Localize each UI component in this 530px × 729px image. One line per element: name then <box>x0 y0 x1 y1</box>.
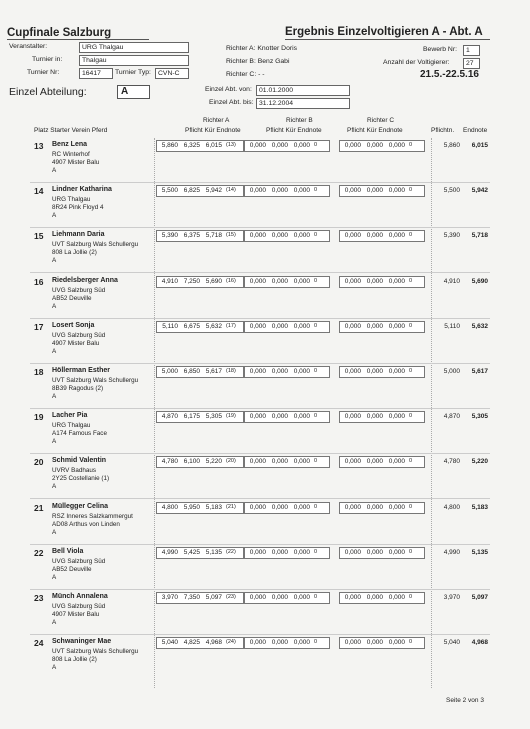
table-row <box>0 184 530 228</box>
pflichtnote: 5,390 <box>443 232 460 239</box>
kuer-b: 0,000 <box>271 278 288 285</box>
verein: UVT Salzburg Wals Schullergu <box>52 648 139 655</box>
starter-name: Münch Annalena <box>52 593 108 600</box>
pferd: AB52 Deuville <box>52 295 92 302</box>
platz: 17 <box>34 322 44 332</box>
endnote-final: 5,942 <box>471 187 488 194</box>
endnote-c: 0,000 <box>388 413 405 420</box>
kuer-b: 0,000 <box>271 232 288 239</box>
kuer-b: 0,000 <box>271 323 288 330</box>
rank-a: (21) <box>226 504 236 510</box>
table-row <box>0 636 530 680</box>
kuer-c: 0,000 <box>366 413 383 420</box>
pflichtnote: 5,040 <box>443 639 460 646</box>
kuer-c: 0,000 <box>366 458 383 465</box>
rank-c: 0 <box>409 594 413 600</box>
pferd: 4907 Mister Balu <box>52 340 100 347</box>
pflicht-c: 0,000 <box>344 232 361 239</box>
kuer-a: 6,175 <box>183 413 200 420</box>
platz: 24 <box>34 638 44 648</box>
pferd: 808 La Jollie (2) <box>52 249 97 256</box>
pflicht-c: 0,000 <box>344 142 361 149</box>
title-underline-right <box>285 39 490 40</box>
kuer-b: 0,000 <box>271 594 288 601</box>
verein: RSZ Inneres Salzkammergut <box>52 513 133 520</box>
pferd: AB52 Deuville <box>52 566 92 573</box>
abteilung: A <box>52 574 57 581</box>
col-left-headers: Platz Starter Verein Pferd <box>34 127 108 134</box>
pflicht-a: 5,110 <box>162 323 178 330</box>
platz: 16 <box>34 277 44 287</box>
row-divider <box>30 272 490 273</box>
endnote-a: 5,183 <box>205 504 222 511</box>
kuer-b: 0,000 <box>271 504 288 511</box>
platz: 23 <box>34 593 44 603</box>
pflicht-a: 4,780 <box>161 458 178 465</box>
pflichtnote: 5,500 <box>443 187 460 194</box>
richter-b-info: Richter B: Benz Gabi <box>226 58 290 65</box>
kuer-a: 4,825 <box>183 639 200 646</box>
endnote-c: 0,000 <box>388 278 405 285</box>
richter-a-info: Richter A: Knotter Doris <box>226 45 298 52</box>
abteilung: A <box>52 212 57 219</box>
title-underline-left <box>7 39 149 40</box>
table-row <box>0 455 530 499</box>
pflicht-b: 0,000 <box>249 594 266 601</box>
rank-a: (22) <box>226 549 236 555</box>
pflichtnote: 5,110 <box>444 323 460 330</box>
pflicht-c: 0,000 <box>344 278 361 285</box>
pflicht-c: 0,000 <box>344 458 361 465</box>
verein: UVG Salzburg Süd <box>52 558 106 565</box>
turnier-nr-field: 16417 <box>79 68 113 79</box>
pflicht-b: 0,000 <box>249 413 266 420</box>
kuer-c: 0,000 <box>366 187 383 194</box>
kuer-c: 0,000 <box>366 142 383 149</box>
abteilung: A <box>52 167 57 174</box>
pferd: AD08 Arthus von Linden <box>52 521 120 528</box>
pflicht-c: 0,000 <box>344 187 361 194</box>
row-divider <box>30 544 490 545</box>
endnote-b: 0,000 <box>293 413 310 420</box>
col-pke-b: Pflicht Kür Endnote <box>266 127 322 134</box>
pflicht-c: 0,000 <box>344 323 361 330</box>
verein: UVG Salzburg Süd <box>52 287 106 294</box>
endnote-a: 5,718 <box>205 232 222 239</box>
abteilung: A <box>52 664 57 671</box>
richter-c-info: Richter C: - - <box>226 71 265 78</box>
kuer-c: 0,000 <box>366 323 383 330</box>
bewerb-field: 1 <box>463 45 480 56</box>
pferd: 808 La Jollie (2) <box>52 656 97 663</box>
endnote-b: 0,000 <box>293 323 310 330</box>
endnote-final: 5,135 <box>471 549 488 556</box>
endnote-b: 0,000 <box>293 594 310 601</box>
endnote-c: 0,000 <box>388 639 405 646</box>
platz: 13 <box>34 141 44 151</box>
kuer-b: 0,000 <box>271 368 288 375</box>
anzahl-field: 27 <box>463 58 480 69</box>
verein: UVT Salzburg Wals Schullergu <box>52 241 139 248</box>
turnier-in-label: Turnier in: <box>32 56 63 63</box>
endnote-b: 0,000 <box>293 458 310 465</box>
pflicht-a: 5,390 <box>161 232 178 239</box>
row-divider <box>30 453 490 454</box>
pferd: 8R24 Pink Floyd 4 <box>52 204 104 211</box>
rank-b: 0 <box>314 458 318 464</box>
platz: 20 <box>34 457 44 467</box>
pflichtnote: 4,910 <box>443 278 460 285</box>
row-divider <box>30 408 490 409</box>
table-row <box>0 229 530 273</box>
platz: 22 <box>34 548 44 558</box>
rank-c: 0 <box>409 187 413 193</box>
kuer-c: 0,000 <box>366 504 383 511</box>
pflicht-b: 0,000 <box>249 142 266 149</box>
abt-bis-field: 31.12.2004 <box>256 98 350 109</box>
abteilung: A <box>52 619 57 626</box>
endnote-final: 5,097 <box>471 594 488 601</box>
rank-a: (18) <box>226 368 236 374</box>
pflicht-a: 5,000 <box>161 368 178 375</box>
abteilung: A <box>52 529 57 536</box>
kuer-a: 7,350 <box>183 594 200 601</box>
endnote-final: 5,718 <box>471 232 488 239</box>
pflicht-a: 4,910 <box>161 278 178 285</box>
rank-b: 0 <box>314 142 318 148</box>
endnote-a: 4,968 <box>205 639 222 646</box>
endnote-final: 6,015 <box>471 142 488 149</box>
pflicht-a: 5,500 <box>161 187 178 194</box>
page-number: Seite 2 von 3 <box>446 697 484 704</box>
result-title: Ergebnis Einzelvoltigieren A - Abt. A <box>285 26 483 38</box>
endnote-final: 5,690 <box>471 278 488 285</box>
pflicht-c: 0,000 <box>344 413 361 420</box>
endnote-c: 0,000 <box>388 142 405 149</box>
kuer-c: 0,000 <box>366 278 383 285</box>
page-title: Cupfinale Salzburg <box>7 27 112 39</box>
endnote-final: 5,183 <box>471 504 488 511</box>
rank-a: (24) <box>226 639 236 645</box>
starter-name: Schwaninger Mae <box>52 638 112 645</box>
pflicht-a: 5,040 <box>161 639 178 646</box>
kuer-c: 0,000 <box>366 639 383 646</box>
pflicht-a: 4,870 <box>161 413 178 420</box>
rank-c: 0 <box>409 142 413 148</box>
verein: UVRV Badhaus <box>52 467 96 474</box>
bewerb-label: Bewerb Nr: <box>423 46 457 53</box>
turnier-typ-field: CVN-C <box>155 68 189 79</box>
endnote-a: 5,942 <box>205 187 222 194</box>
endnote-final: 5,632 <box>471 323 488 330</box>
veranstalter-field: URG Thalgau <box>79 42 189 53</box>
kuer-c: 0,000 <box>366 232 383 239</box>
endnote-a: 6,015 <box>205 142 222 149</box>
rank-a: (16) <box>226 278 236 284</box>
endnote-b: 0,000 <box>293 278 310 285</box>
pflicht-c: 0,000 <box>344 368 361 375</box>
abteilung-label: Einzel Abteilung: <box>9 86 87 98</box>
rank-a: (23) <box>226 594 236 600</box>
rank-b: 0 <box>314 413 318 419</box>
platz: 21 <box>34 503 44 513</box>
starter-name: Benz Lena <box>52 141 88 148</box>
col-richter-b: Richter B <box>286 117 313 124</box>
pflicht-a: 5,860 <box>161 142 178 149</box>
endnote-c: 0,000 <box>388 187 405 194</box>
table-row <box>0 320 530 364</box>
rank-c: 0 <box>409 323 413 329</box>
kuer-c: 0,000 <box>366 594 383 601</box>
row-divider <box>30 634 490 635</box>
pflichtnote: 4,780 <box>443 458 460 465</box>
col-pke-a: Pflicht Kür Endnote <box>185 127 241 134</box>
pferd: 4907 Mister Balu <box>52 159 100 166</box>
kuer-a: 6,825 <box>183 187 200 194</box>
col-pflichtn: Pflichtn. <box>431 127 455 134</box>
pferd: 4907 Mister Balu <box>52 611 100 618</box>
endnote-a: 5,617 <box>205 368 222 375</box>
turnier-nr-label: Turnier Nr: <box>27 69 60 76</box>
endnote-b: 0,000 <box>293 187 310 194</box>
abteilung: A <box>52 438 57 445</box>
pferd: A174 Famous Face <box>52 430 107 437</box>
row-divider <box>30 318 490 319</box>
table-row <box>0 501 530 545</box>
abteilung: A <box>52 483 57 490</box>
kuer-a: 6,100 <box>183 458 200 465</box>
abt-von-label: Einzel Abt. von: <box>205 86 252 93</box>
endnote-final: 4,968 <box>471 639 488 646</box>
row-divider <box>30 363 490 364</box>
rank-b: 0 <box>314 639 318 645</box>
rank-a: (19) <box>226 413 236 419</box>
starter-name: Losert Sonja <box>52 322 95 329</box>
table-row <box>0 410 530 454</box>
pflicht-c: 0,000 <box>344 639 361 646</box>
verein: RC Winterhof <box>52 151 90 158</box>
table-row <box>0 591 530 635</box>
platz: 15 <box>34 231 44 241</box>
pflicht-b: 0,000 <box>249 504 266 511</box>
kuer-b: 0,000 <box>271 639 288 646</box>
starter-name: Müllegger Celina <box>52 503 109 510</box>
endnote-a: 5,135 <box>205 549 222 556</box>
rank-c: 0 <box>409 458 413 464</box>
table-row <box>0 275 530 319</box>
col-endnote: Endnote <box>463 127 488 134</box>
pflicht-b: 0,000 <box>249 458 266 465</box>
rank-b: 0 <box>314 594 318 600</box>
rank-b: 0 <box>314 368 318 374</box>
abteilung: A <box>52 348 57 355</box>
starter-name: Lacher Pia <box>52 412 88 419</box>
kuer-a: 5,950 <box>183 504 200 511</box>
col-richter-c: Richter C <box>367 117 395 124</box>
starter-name: Lindner Katharina <box>52 186 112 193</box>
endnote-b: 0,000 <box>293 504 310 511</box>
pflicht-b: 0,000 <box>249 323 266 330</box>
rank-c: 0 <box>409 278 413 284</box>
endnote-c: 0,000 <box>388 549 405 556</box>
row-divider <box>30 498 490 499</box>
event-dates: 21.5.-22.5.16 <box>420 69 479 80</box>
pflichtnote: 4,990 <box>443 549 460 556</box>
endnote-b: 0,000 <box>293 232 310 239</box>
rank-b: 0 <box>314 278 318 284</box>
endnote-a: 5,220 <box>205 458 222 465</box>
rank-a: (20) <box>226 458 236 464</box>
kuer-a: 5,425 <box>183 549 200 556</box>
platz: 19 <box>34 412 44 422</box>
platz: 18 <box>34 367 44 377</box>
endnote-c: 0,000 <box>388 504 405 511</box>
row-divider <box>30 589 490 590</box>
endnote-b: 0,000 <box>293 549 310 556</box>
verein: URG Thalgau <box>52 196 91 203</box>
pflichtnote: 5,860 <box>443 142 460 149</box>
rank-a: (15) <box>226 232 236 238</box>
endnote-final: 5,305 <box>471 413 488 420</box>
endnote-final: 5,617 <box>471 368 488 375</box>
pflicht-c: 0,000 <box>344 549 361 556</box>
abteilung: A <box>52 393 57 400</box>
kuer-b: 0,000 <box>271 549 288 556</box>
endnote-c: 0,000 <box>388 458 405 465</box>
starter-name: Höllerman Esther <box>52 367 110 374</box>
endnote-final: 5,220 <box>471 458 488 465</box>
pflicht-b: 0,000 <box>249 187 266 194</box>
rank-c: 0 <box>409 413 413 419</box>
turnier-typ-label: Turnier Typ: <box>115 69 151 76</box>
kuer-c: 0,000 <box>366 549 383 556</box>
abt-bis-label: Einzel Abt. bis: <box>209 99 254 106</box>
kuer-a: 6,325 <box>183 142 200 149</box>
rank-b: 0 <box>314 232 318 238</box>
endnote-a: 5,690 <box>205 278 222 285</box>
endnote-a: 5,632 <box>205 323 222 330</box>
platz: 14 <box>34 186 44 196</box>
table-row <box>0 365 530 409</box>
pflicht-c: 0,000 <box>344 594 361 601</box>
rank-a: (14) <box>226 187 236 193</box>
kuer-b: 0,000 <box>271 142 288 149</box>
row-divider <box>30 182 490 183</box>
endnote-c: 0,000 <box>388 323 405 330</box>
kuer-b: 0,000 <box>271 458 288 465</box>
col-pke-c: Pflicht Kür Endnote <box>347 127 403 134</box>
endnote-b: 0,000 <box>293 368 310 375</box>
veranstalter-label: Veranstalter: <box>9 43 48 50</box>
table-row <box>0 139 530 183</box>
rank-a: (13) <box>226 142 236 148</box>
endnote-b: 0,000 <box>293 142 310 149</box>
kuer-b: 0,000 <box>271 187 288 194</box>
table-row <box>0 546 530 590</box>
verein: UVT Salzburg Wals Schullergu <box>52 377 139 384</box>
rank-c: 0 <box>409 639 413 645</box>
starter-name: Liehmann Daria <box>52 231 105 238</box>
kuer-a: 6,375 <box>183 232 200 239</box>
col-richter-a: Richter A <box>203 117 230 124</box>
verein: UVG Salzburg Süd <box>52 603 106 610</box>
pflichtnote: 5,000 <box>443 368 460 375</box>
rank-b: 0 <box>314 323 318 329</box>
kuer-b: 0,000 <box>271 413 288 420</box>
pflicht-b: 0,000 <box>249 549 266 556</box>
pflicht-a: 4,800 <box>161 504 178 511</box>
pflicht-b: 0,000 <box>249 368 266 375</box>
kuer-a: 7,250 <box>183 278 200 285</box>
starter-name: Riedelsberger Anna <box>52 277 118 284</box>
rank-c: 0 <box>409 549 413 555</box>
endnote-b: 0,000 <box>293 639 310 646</box>
pflichtnote: 3,970 <box>443 594 460 601</box>
rank-b: 0 <box>314 549 318 555</box>
kuer-a: 6,850 <box>183 368 200 375</box>
rank-b: 0 <box>314 504 318 510</box>
turnier-in-field: Thalgau <box>79 55 189 66</box>
rank-c: 0 <box>409 232 413 238</box>
pflicht-c: 0,000 <box>344 504 361 511</box>
rank-c: 0 <box>409 504 413 510</box>
abteilung: A <box>52 303 57 310</box>
endnote-c: 0,000 <box>388 594 405 601</box>
pflicht-a: 4,990 <box>161 549 178 556</box>
endnote-a: 5,097 <box>205 594 222 601</box>
pflichtnote: 4,870 <box>443 413 460 420</box>
rank-a: (17) <box>226 323 236 329</box>
endnote-c: 0,000 <box>388 368 405 375</box>
abteilung-field: A <box>117 85 150 99</box>
rank-b: 0 <box>314 187 318 193</box>
pferd: 8B39 Ragodus (2) <box>52 385 104 392</box>
kuer-a: 6,675 <box>183 323 200 330</box>
rank-c: 0 <box>409 368 413 374</box>
pflicht-a: 3,970 <box>161 594 178 601</box>
verein: UVG Salzburg Süd <box>52 332 106 339</box>
pflicht-b: 0,000 <box>249 278 266 285</box>
starter-name: Schmid Valentin <box>52 457 107 464</box>
kuer-c: 0,000 <box>366 368 383 375</box>
pferd: 2Y25 Costellanie (1) <box>52 475 110 482</box>
pflicht-b: 0,000 <box>249 232 266 239</box>
abteilung: A <box>52 257 57 264</box>
row-divider <box>30 227 490 228</box>
pflicht-b: 0,000 <box>249 639 266 646</box>
abt-von-field: 01.01.2000 <box>256 85 350 96</box>
starter-name: Bell Viola <box>52 548 84 555</box>
verein: URG Thalgau <box>52 422 91 429</box>
pflichtnote: 4,800 <box>443 504 460 511</box>
endnote-a: 5,305 <box>205 413 222 420</box>
anzahl-label: Anzahl der Voltigierer: <box>383 59 450 66</box>
endnote-c: 0,000 <box>388 232 405 239</box>
